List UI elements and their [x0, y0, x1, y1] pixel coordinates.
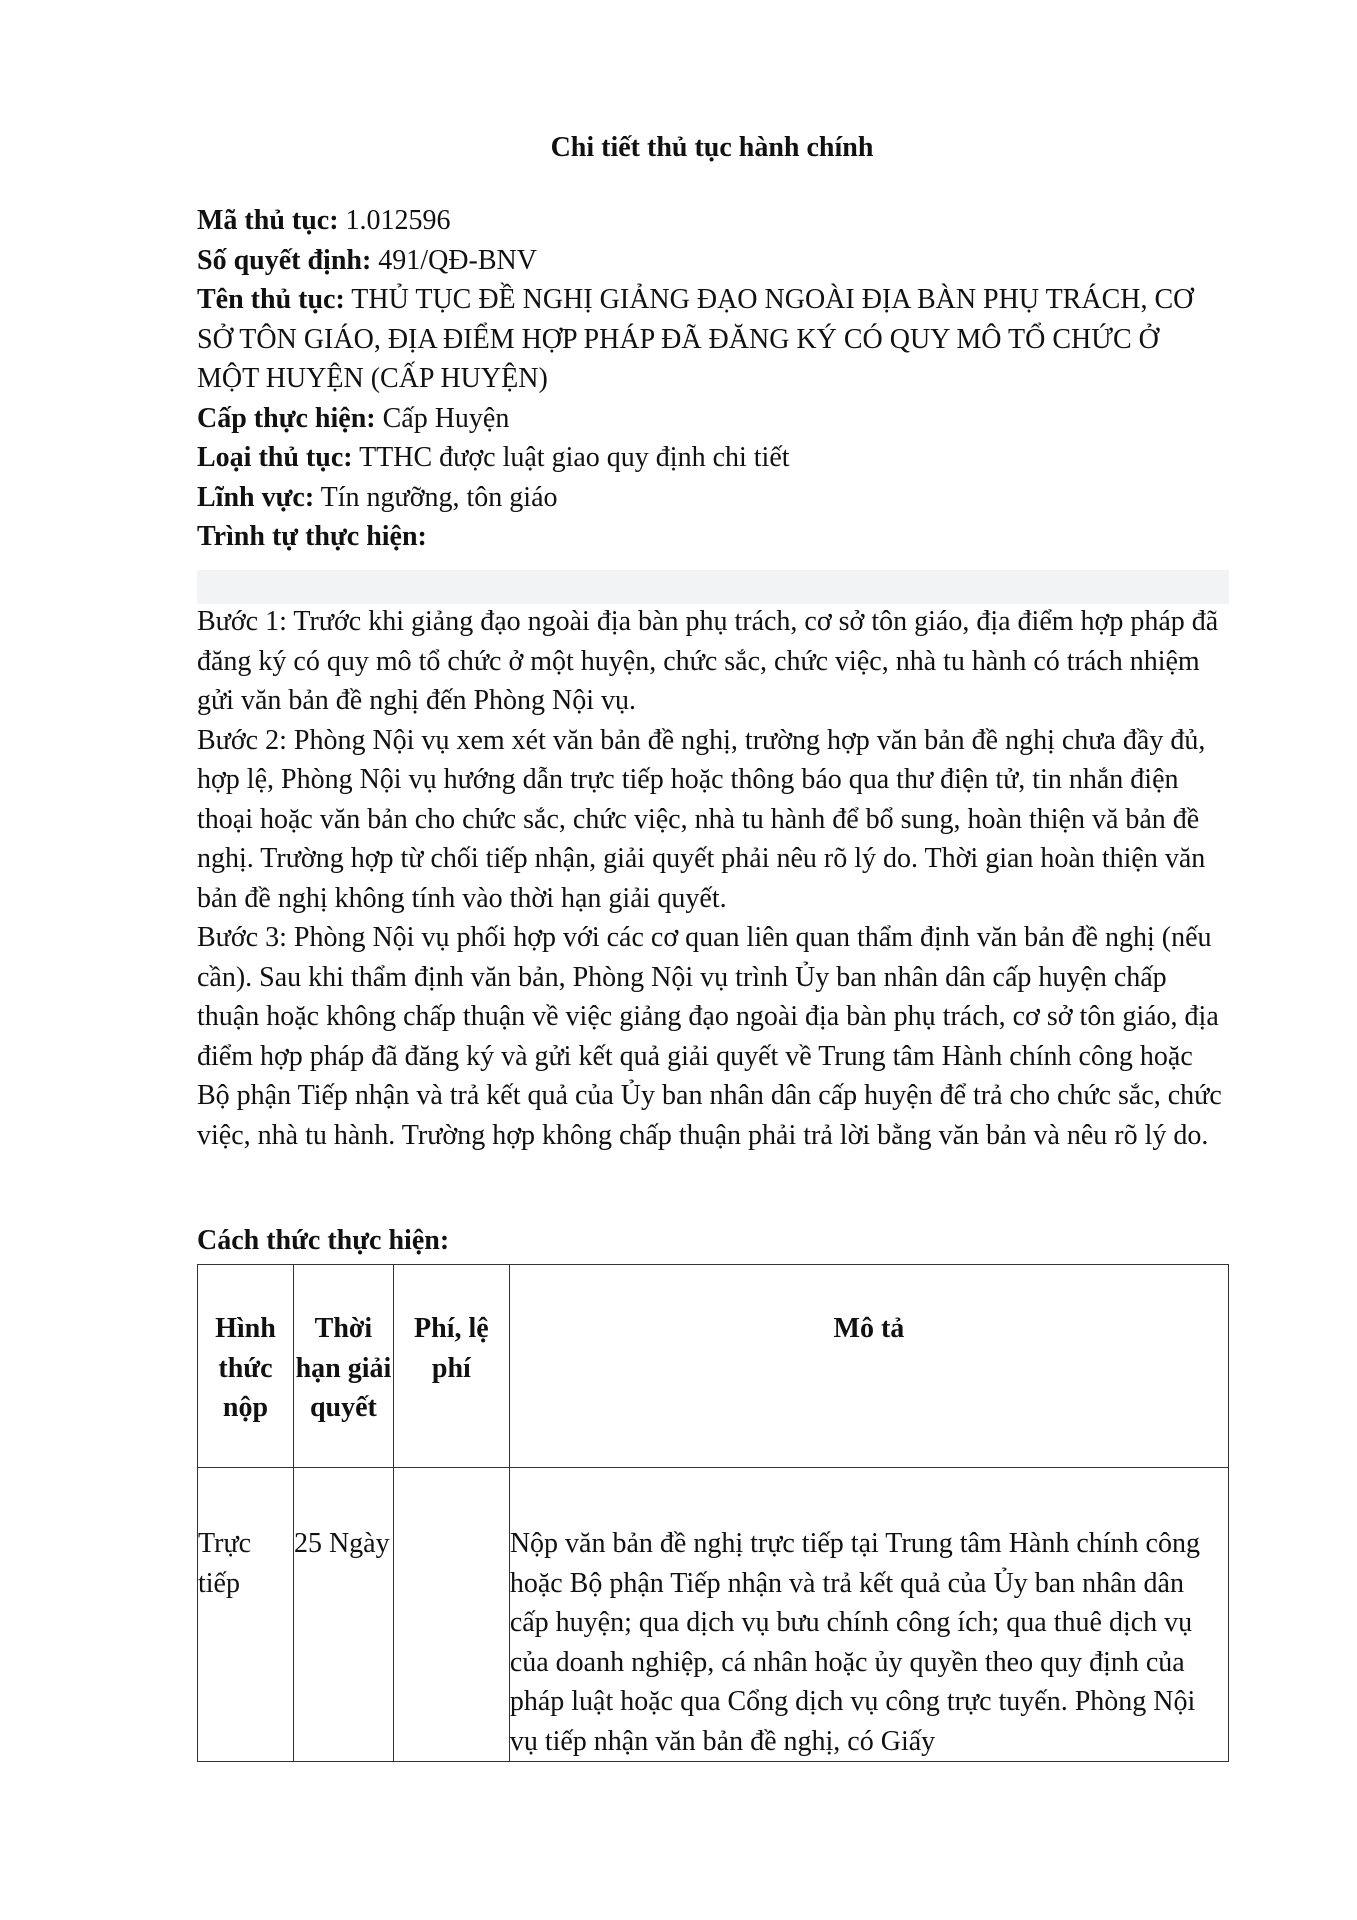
- loai-thu-tuc-row: [197, 438, 1227, 478]
- ten-thu-tuc-value: THỦ TỤC ĐỀ NGHỊ GIẢNG ĐẠO NGOÀI ĐỊA BÀN PHỤ TRÁCH, CƠ SỞ TÔN GIÁO, ĐỊA ĐIỂM HỢP PHÁP ĐÃ ĐĂNG KÝ CÓ QUY MÔ TỔ CHỨC Ở MỘT HUYỆN (CẤP HUYỆN): [197, 284, 1194, 394]
- cap-thuc-hien-value: Cấp Huyện: [382, 402, 510, 434]
- cell-thoi-han: 25 Ngày: [293, 1468, 393, 1762]
- ma-thu-tuc-label: Mã thủ tục:: [197, 205, 339, 236]
- loai-thu-tuc-value: TTHC được luật giao quy định chi tiết: [359, 442, 790, 473]
- section-divider-bar: [197, 570, 1229, 604]
- header-phi-le-phi: Phí, lệ phí: [393, 1265, 509, 1468]
- so-quyet-dinh-value: 491/QĐ-BNV: [378, 244, 537, 276]
- cap-thuc-hien-label: Cấp thực hiện:: [197, 402, 376, 434]
- cap-thuc-hien-row: [197, 399, 1227, 439]
- linh-vuc-label: Lĩnh vực:: [197, 481, 315, 513]
- so-quyet-dinh-label: Số quyết định:: [197, 244, 372, 276]
- procedure-steps: [197, 602, 1232, 1155]
- header-hinh-thuc-nop: Hình thức nộp: [198, 1265, 294, 1468]
- trinh-tu-row: [197, 517, 1227, 557]
- ma-thu-tuc-value: 1.012596: [345, 205, 451, 236]
- step-3: Bước 3: Phòng Nội vụ phối hợp với các cơ quan liên quan thẩm định văn bản đề nghị (nếu cần). Sau khi thẩm định văn bản, Phòng Nội vụ trình Ủy ban nhân dân cấp huyện chấp thuận hoặc không chấp thuận về việc giảng đạo ngoài địa bàn phụ trách, cơ sở tôn giáo, địa điểm hợp pháp đã đăng ký và gửi kết quả giải quyết về Trung tâm Hành chính công hoặc Bộ phận Tiếp nhận và trả kết quả của Ủy ban nhân dân cấp huyện để trả cho chức sắc, chức việc, nhà tu hành. Trường hợp không chấp thuận phải trả lời bằng văn bản và nêu rõ lý do.: [197, 922, 1222, 1151]
- header-mo-ta: Mô tả: [509, 1265, 1228, 1468]
- procedure-metadata: [197, 201, 1227, 557]
- loai-thu-tuc-label: Loại thủ tục:: [197, 442, 353, 473]
- table-header-row: [198, 1265, 1229, 1468]
- step-2: Bước 2: Phòng Nội vụ xem xét văn bản đề nghị, trường hợp văn bản đề nghị chưa đầy đủ, hợp lệ, Phòng Nội vụ hướng dẫn trực tiếp hoặc thông báo qua thư điện tử, tin nhắn điện thoại hoặc văn bản cho chức sắc, chức việc, nhà tu hành để bổ sung, hoàn thiện vă bản đề nghị. Trường hợp từ chối tiếp nhận, giải quyết phải nêu rõ lý do. Thời gian hoàn thiện văn bản đề nghị không tính vào thời hạn giải quyết.: [197, 724, 1206, 914]
- cach-thuc-heading: Cách thức thực hiện:: [197, 1225, 450, 1256]
- ten-thu-tuc-row: [197, 280, 1227, 399]
- header-thoi-han: Thời hạn giải quyết: [293, 1265, 393, 1468]
- step-1: Bước 1: Trước khi giảng đạo ngoài địa bàn phụ trách, cơ sở tôn giáo, địa điểm hợp pháp đã đăng ký có quy mô tổ chức ở một huyện, chức sắc, chức việc, nhà tu hành có trách nhiệm gửi văn bản đề nghị đến Phòng Nội vụ.: [197, 606, 1219, 716]
- table-row: [198, 1468, 1229, 1762]
- trinh-tu-label: Trình tự thực hiện:: [197, 521, 427, 552]
- ma-thu-tuc-row: [197, 201, 1227, 241]
- ten-thu-tuc-label: Tên thủ tục:: [197, 284, 345, 315]
- submission-methods-table: [197, 1264, 1229, 1762]
- so-quyet-dinh-row: [197, 241, 1227, 281]
- linh-vuc-value: Tín ngưỡng, tôn giáo: [320, 481, 558, 513]
- cell-mo-ta: Nộp văn bản đề nghị trực tiếp tại Trung tâm Hành chính công hoặc Bộ phận Tiếp nhận và trả kết quả của Ủy ban nhân dân cấp huyện; qua dịch vụ bưu chính công ích; qua thuê dịch vụ của doanh nghiệp, cá nhân hoặc ủy quyền theo quy định của pháp luật hoặc qua Cổng dịch vụ công trực tuyến. Phòng Nội vụ tiếp nhận văn bản đề nghị, có Giấy: [509, 1468, 1228, 1762]
- cell-phi: [393, 1468, 509, 1762]
- cell-hinh-thuc: Trực tiếp: [198, 1468, 294, 1762]
- document-title: Chi tiết thủ tục hành chính: [550, 132, 874, 163]
- linh-vuc-row: [197, 478, 1227, 518]
